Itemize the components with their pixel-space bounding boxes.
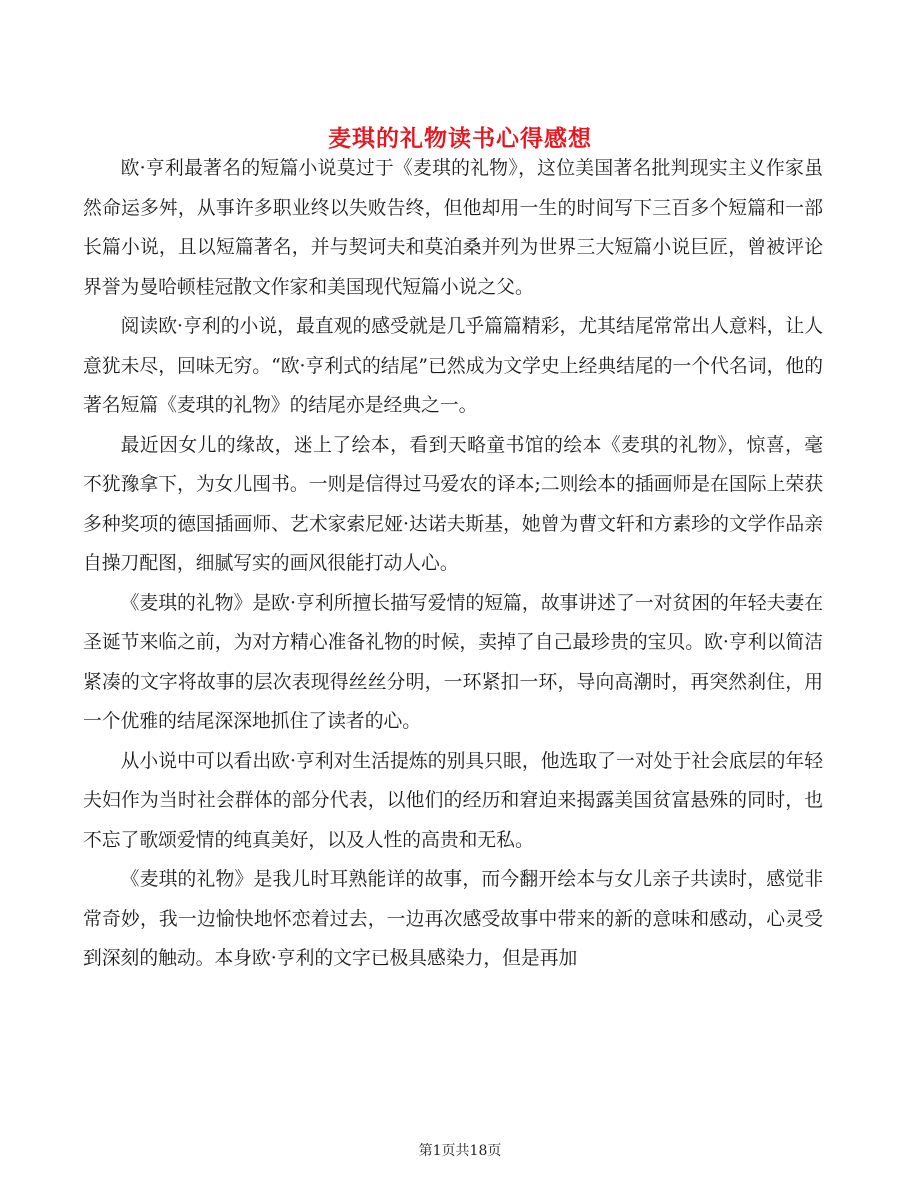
paragraph-5: 从小说中可以看出欧·亨利对生活提炼的别具只眼，他选取了一对处于社会底层的年轻夫妇作为当时社会群体的部分代表，以他们的经历和窘迫来揭露美国贫富悬殊的同时，也不忘了歌颂爱情的纯真美好，以及人性的高贵和无私。 — [83, 750, 823, 851]
paragraph-1: 欧·亨利最著名的短篇小说莫过于《麦琪的礼物》，这位美国著名批判现实主义作家虽然命运多舛，从事许多职业终以失败告终，但他却用一生的时间写下三百多个短篇和一部长篇小说，且以短篇著名，并与契诃夫和莫泊桑并列为世界三大短篇小说巨匠，曾被评论界誉为曼哈顿桂冠散文作家和美国现代短篇小说之父。 — [83, 158, 823, 298]
paragraph-6: 《麦琪的礼物》是我儿时耳熟能详的故事，而今翻开绘本与女儿亲子共读时，感觉非常奇妙，我一边愉快地怀恋着过去，一边再次感受故事中带来的新的意味和感动，心灵受到深刻的触动。本身欧·亨利的文字已极具感染力，但是再加 — [83, 869, 823, 969]
page-number-footer: 第1页共18页 — [418, 1143, 502, 1159]
paragraph-2: 阅读欧·亨利的小说，最直观的感受就是几乎篇篇精彩，尤其结尾常常出人意料，让人意犹未尽，回味无穷。“欧·亨利式的结尾”已然成为文学史上经典结尾的一个代名词，他的著名短篇《麦琪的礼物》的结尾亦是经典之一。 — [83, 316, 823, 416]
paragraph-3: 最近因女儿的缘故，迷上了绘本，看到天略童书馆的绘本《麦琪的礼物》，惊喜，毫不犹豫拿下，为女儿囤书。一则是信得过马爱农的译本;二则绘本的插画师是在国际上荣获多种奖项的德国插画师、艺术家索尼娅·达诺夫斯基，她曾为曹文轩和方素珍的文学作品亲自操刀配图，细腻写实的画风很能打动人心。 — [83, 434, 823, 574]
document-body — [83, 149, 823, 979]
document-title: 麦琪的礼物读书心得感想 — [328, 125, 592, 153]
paragraph-4: 《麦琪的礼物》是欧·亨利所擅长描写爱情的短篇，故事讲述了一对贫困的年轻夫妻在圣诞节来临之前，为对方精心准备礼物的时候，卖掉了自己最珍贵的宝贝。欧·亨利以简洁紧凑的文字将故事的层次表现得丝丝分明，一环紧扣一环，导向高潮时，再突然刹住，用一个优雅的结尾深深地抓住了读者的心。 — [83, 592, 823, 732]
